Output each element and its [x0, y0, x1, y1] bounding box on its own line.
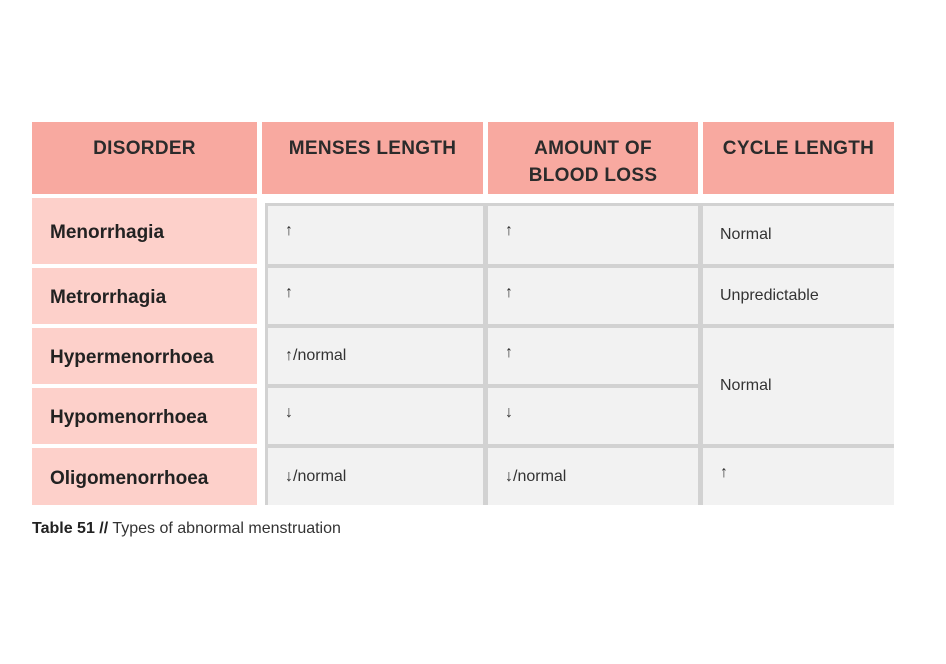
cell-oligomenorrhoea-menses: ↓/normal: [268, 448, 483, 505]
cell-hypomenorrhoea-menses: ↓: [268, 388, 483, 444]
cell-metrorrhagia-menses: ↑: [268, 268, 483, 324]
cell-hypermenorrhoea-blood-loss: ↑: [488, 328, 698, 384]
cell-oligomenorrhoea-blood-loss: ↓/normal: [488, 448, 698, 505]
disorder-hypomenorrhoea: Hypomenorrhoea: [32, 388, 257, 444]
cell-hypomenorrhoea-blood-loss: ↓: [488, 388, 698, 444]
caption-label: Table 51 //: [32, 520, 109, 537]
table-caption: [32, 520, 632, 542]
header-menses-length-label: MENSES LENGTH: [288, 138, 457, 159]
cell-hypermenorrhoea-menses: ↑/normal: [268, 328, 483, 384]
header-cycle-length-label: CYCLE LENGTH: [722, 138, 875, 159]
header-blood-loss: [488, 122, 698, 194]
cell-hyper-hypo-cycle-merged: Normal: [703, 328, 894, 444]
caption-text: Types of abnormal menstruation: [112, 520, 341, 537]
cell-menorrhagia-menses: ↑: [268, 206, 483, 264]
header-disorder: [32, 122, 257, 194]
header-menses-length: [262, 122, 483, 194]
disorder-hypermenorrhoea: Hypermenorrhoea: [32, 328, 257, 384]
cell-metrorrhagia-blood-loss: ↑: [488, 268, 698, 324]
disorder-oligomenorrhoea: Oligomenorrhoea: [32, 448, 257, 505]
cell-oligomenorrhoea-cycle: ↑: [703, 448, 894, 505]
disorder-metrorrhagia: Metrorrhagia: [32, 268, 257, 324]
header-disorder-label: DISORDER: [93, 138, 196, 159]
cell-menorrhagia-blood-loss: ↑: [488, 206, 698, 264]
cell-menorrhagia-cycle: Normal: [703, 206, 894, 264]
header-cycle-length: [703, 122, 894, 194]
cell-metrorrhagia-cycle: Unpredictable: [703, 268, 894, 324]
disorder-menorrhagia: Menorrhagia: [32, 198, 257, 264]
header-blood-loss-label: AMOUNT OF BLOOD LOSS: [528, 138, 658, 186]
